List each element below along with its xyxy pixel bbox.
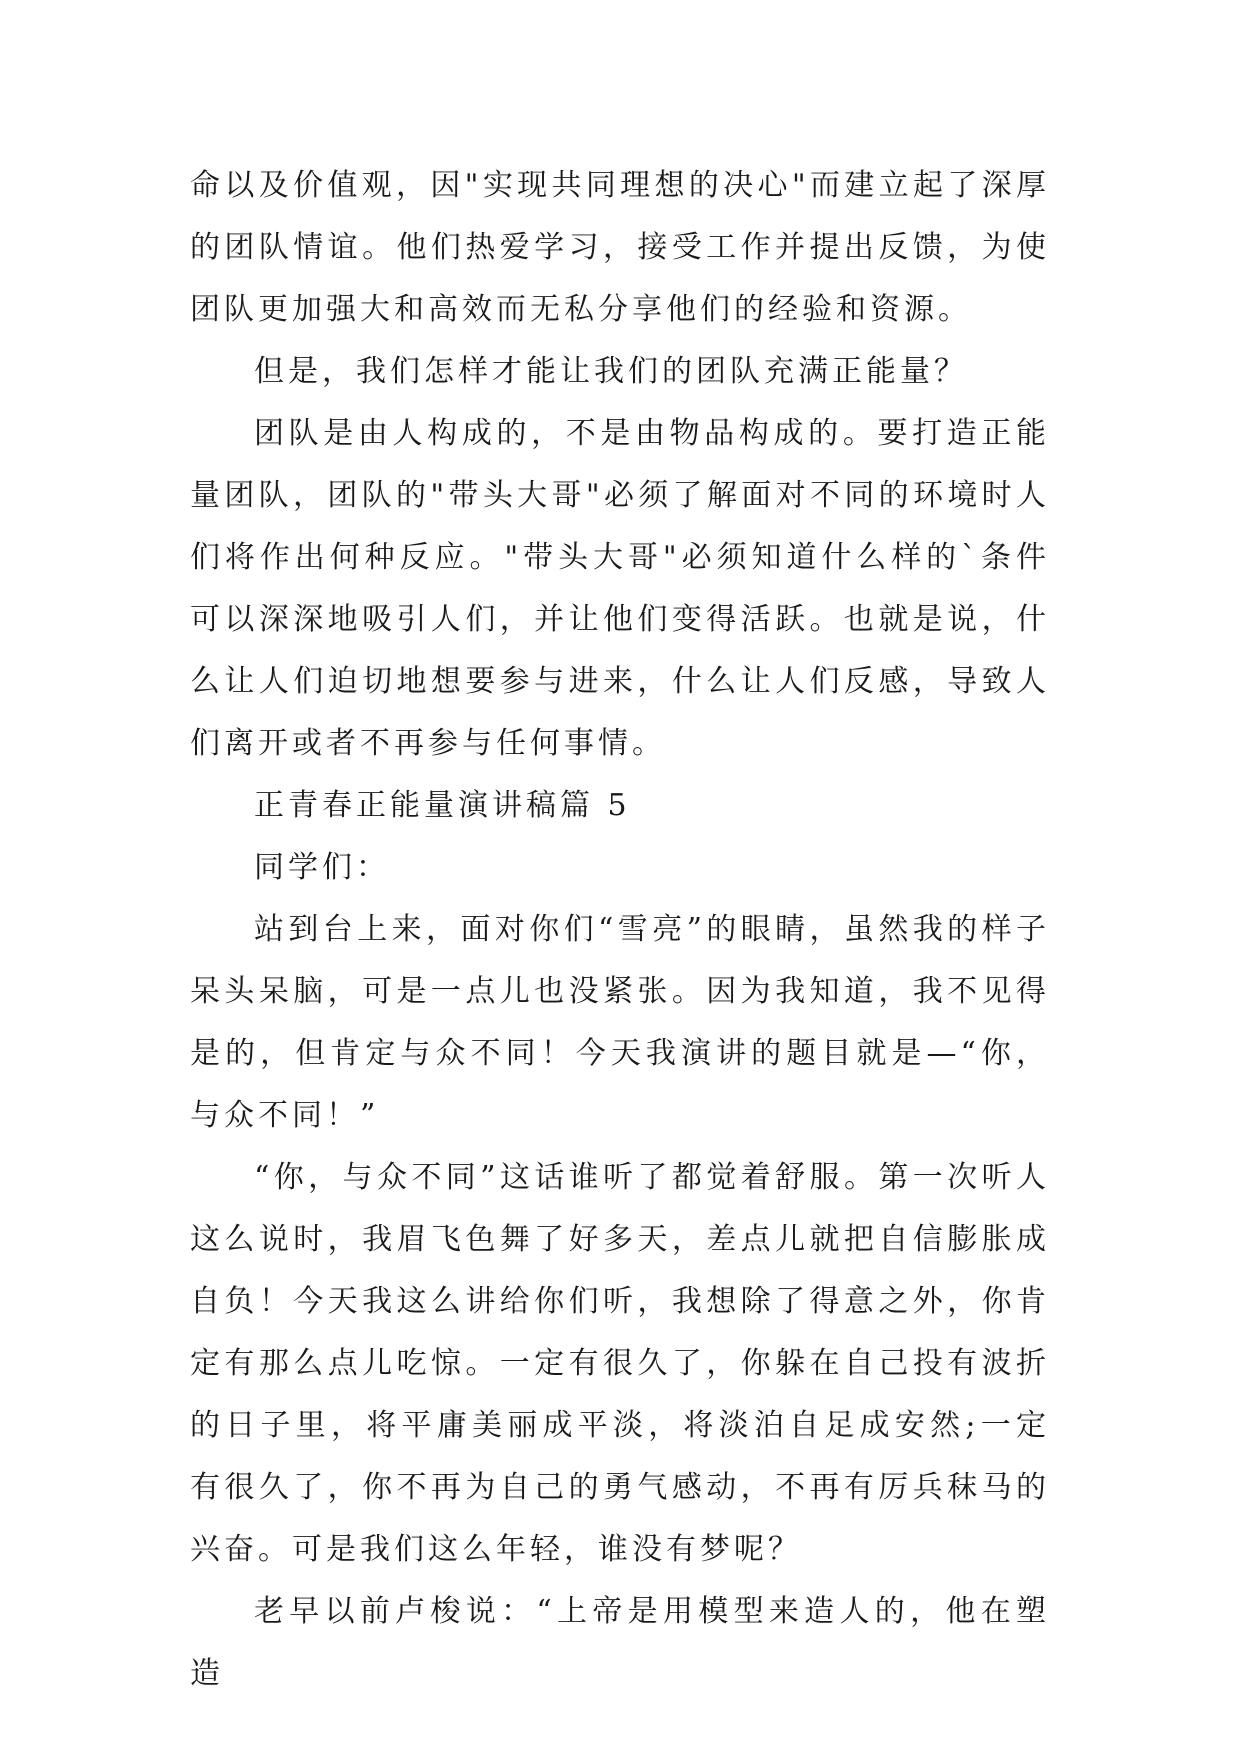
paragraph-6: 老早以前卢梭说：“上帝是用模型来造人的，他在塑造: [190, 1594, 1050, 1691]
section-heading: 正青春正能量演讲稿篇 5: [254, 788, 631, 823]
paragraph-5: “你，与众不同”这话谁听了都觉着舒服。第一次听人这么说时，我眉飞色舞了好多天，差点儿就把自信膨胀成自负！今天我这么讲给你们听，我想除了得意之外，你肯定有那么点儿吃惊。一定有很久了，你躲在自己投有波折的日子里，将平庸美丽成平淡，将淡泊自足成安然;一定有很久了，你不再为自己的勇气感动，不再有厉兵秣马的兴奋。可是我们这么年轻，谁没有梦呢？: [190, 1160, 1050, 1567]
paragraph-1: 命以及价值观，因"实现共同理想的决心"而建立起了深厚的团队情谊。他们热爱学习，接受工作并提出反馈，为使团队更加强大和高效而无私分享他们的经验和资源。: [190, 168, 1050, 327]
paragraph-4: 站到台上来，面对你们“雪亮”的眼睛，虽然我的样子呆头呆脑，可是一点儿也没紧张。因为我知道，我不见得是的，但肯定与众不同！今天我演讲的题目就是—“你，与众不同！”: [190, 912, 1050, 1133]
document-body: [190, 155, 1050, 1705]
salutation: 同学们：: [254, 850, 390, 885]
paragraph-2: 但是，我们怎样才能让我们的团队充满正能量？: [254, 354, 968, 389]
paragraph-3: 团队是由人构成的，不是由物品构成的。要打造正能量团队，团队的"带头大哥"必须了解面对不同的环境时人们将作出何种反应。"带头大哥"必须知道什么样的`条件可以深深地吸引人们，并让他们变得活跃。也就是说，什么让人们迫切地想要参与进来，什么让人们反感，导致人们离开或者不再参与任何事情。: [190, 416, 1050, 761]
